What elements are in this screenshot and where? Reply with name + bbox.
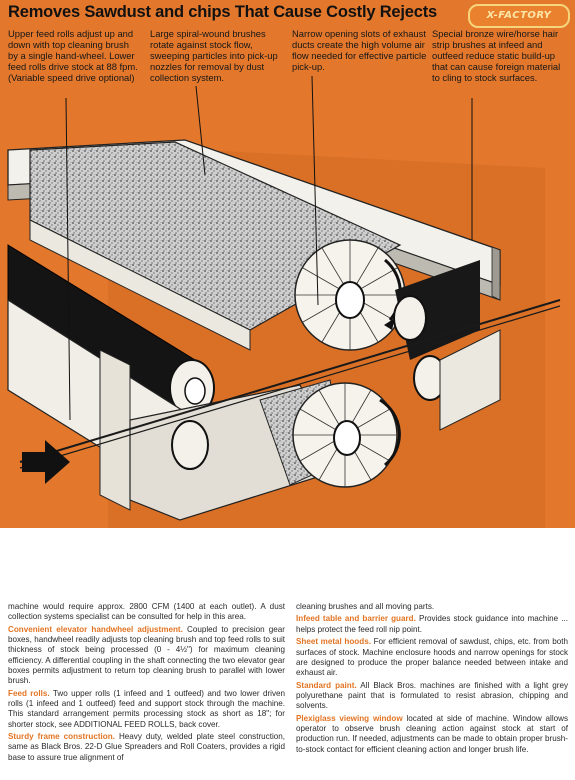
paragraph-body: Heavy duty, welded plate steel construction, same as Black Bros. 22-D Glue Spreaders and Roll Coaters, provides a rigid base to assure true alignment of: [8, 732, 285, 762]
paragraph: [296, 714, 568, 755]
paragraph-heading: Sturdy frame construction.: [8, 732, 115, 742]
description-text: [0, 528, 575, 780]
callout-strip-brushes: Special bronze wire/horse hair strip brushes at infeed and outfeed reduce static build-up that can cause foreign material to cling to stock surfaces.: [432, 28, 561, 83]
paragraph: [296, 637, 568, 678]
paragraph: [8, 732, 285, 763]
paragraph: [8, 625, 285, 687]
text-column-right: [296, 602, 568, 757]
paragraph-body: Coupled to precision gear boxes, handwheel readily adjusts top cleaning brush and top feed rolls to suit thickness of stock being processed (0 - 4½") for maximum cleaning efficiency. A differential coupling in the shaft connecting the two elevator gear boxes permits adjustment to return top cleaning brush to parallel with lower brush.: [8, 624, 285, 686]
paragraph-body: cleaning brushes and all moving parts.: [296, 602, 435, 611]
paragraph-heading: Convenient elevator handwheel adjustment.: [8, 624, 183, 634]
paragraph-body: machine would require approx. 2800 CFM (1400 at each outlet). A dust collection systems specialist can be consulted for help in this area.: [8, 602, 285, 622]
paragraph: [296, 602, 568, 612]
paragraph-body: For efficient removal of sawdust, chips, etc. from both surfaces of stock. Machine enclosure hoods and narrow openings for stock are designed to produce the proper balance needed between intake and exhaust air.: [296, 637, 569, 678]
callout-feed-rolls: Upper feed rolls adjust up and down with top cleaning brush by a single hand-wheel. Lower feed rolls drive stock at 88 fpm. (Variable speed drive optional): [8, 28, 138, 83]
paragraph-heading: Standard paint.: [296, 680, 357, 690]
x-factory-logo: X-FACTORY: [468, 4, 570, 28]
paragraph: [8, 602, 285, 623]
paragraph: [296, 681, 568, 712]
text-column-left: [8, 602, 285, 765]
paragraph-heading: Infeed table and barrier guard.: [296, 614, 416, 624]
callout-exhaust-ducts: Narrow opening slots of exhaust ducts create the high volume air flow needed for effective particle pick-up.: [292, 28, 427, 72]
paragraph-body: Two upper rolls (1 infeed and 1 outfeed) and two lower driven rolls (1 infeed and 1 outfeed) feed and support stock through the machine. This standard arrangement permits processing stock as short as 18"; for shorter stock, see ADDITIONAL FEED ROLLS, back cover.: [8, 688, 285, 729]
paragraph-heading: Feed rolls.: [8, 688, 50, 698]
paragraph: [8, 689, 285, 730]
paragraph-body: All Black Bros. machines are finished with a light grey polyurethane paint that is formulated to resist abrasion, chipping and solvents.: [296, 680, 568, 711]
callout-spiral-brushes: Large spiral-wound brushes rotate against stock flow, sweeping particles into pick-up nozzles for removal by dust collection system.: [150, 28, 278, 83]
paragraph-body: Provides stock guidance into machine ... helps protect the feed roll nip point.: [296, 614, 568, 634]
page-title: Removes Sawdust and chips That Cause Costly Rejects: [8, 3, 438, 21]
paragraph-body: located at side of machine. Window allows operator to observe brush cleaning action against stock at start of production run. If needed, adjustments can be made to obtain proper brush-to-stock contact for efficient cleaning action and longer brush life.: [296, 713, 569, 754]
paragraph-heading: Sheet metal hoods.: [296, 637, 371, 647]
paragraph: [296, 614, 568, 635]
paragraph-heading: Plexiglass viewing window: [296, 713, 403, 723]
